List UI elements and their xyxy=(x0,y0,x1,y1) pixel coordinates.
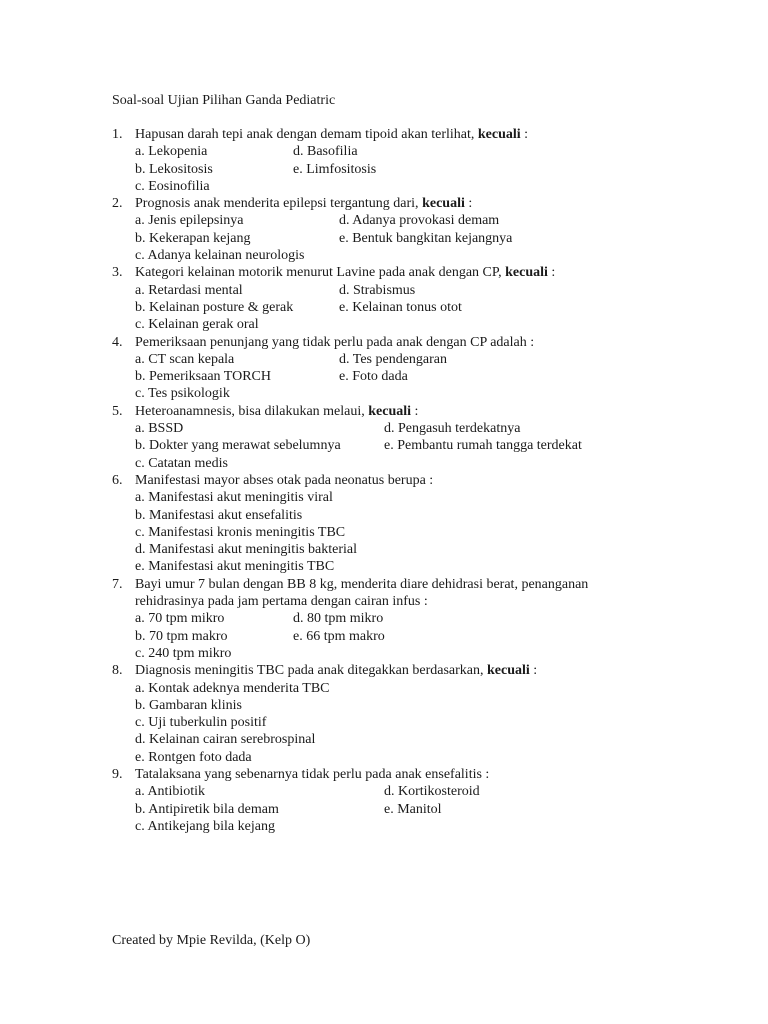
option-c: c. Eosinofilia xyxy=(135,178,210,194)
question-number: 1. xyxy=(112,127,123,142)
option-a: a. Kontak adeknya menderita TBC xyxy=(135,680,330,696)
option-row xyxy=(135,351,732,368)
question-stem: 6. Manifestasi mayor abses otak pada neonatus berupa : xyxy=(112,472,434,488)
question-number: 4. xyxy=(112,334,123,350)
option-a: a. BSSD xyxy=(135,421,184,437)
question-stem: 7. Bayi umur 7 bulan dengan BB 8 kg, menderita diare dehidrasi berat, penanganan xyxy=(112,576,589,592)
question-5 xyxy=(112,403,732,472)
question-stem-continued: rehidrasinya pada jam pertama dengan cairan infus : xyxy=(135,594,428,610)
option-e: e. Limfositosis xyxy=(293,161,377,177)
option-e: e. Bentuk bangkitan kejangnya xyxy=(339,230,513,246)
option-c: c. Catatan medis xyxy=(135,455,228,471)
question-number: 8. xyxy=(112,663,123,679)
option-b: b. Lekositosis xyxy=(135,161,213,177)
keyword-kecuali: kecuali xyxy=(477,127,521,142)
option-e: e. 66 tpm makro xyxy=(293,628,385,644)
option-a: a. Antibiotik xyxy=(135,784,205,800)
option-e: e. Rontgen foto dada xyxy=(135,749,252,765)
option-a: a. Jenis epilepsinya xyxy=(135,213,244,229)
question-number: 9. xyxy=(112,766,123,782)
option-e: e. Manitol xyxy=(384,801,442,817)
option-d: d. Pengasuh terdekatnya xyxy=(384,421,521,437)
option-b: b. Manifestasi akut ensefalitis xyxy=(135,507,303,523)
option-row xyxy=(135,282,732,299)
question-list xyxy=(112,126,732,835)
option-row xyxy=(135,161,732,178)
question-number: 5. xyxy=(112,403,123,419)
option-d: d. Strabismus xyxy=(339,282,416,298)
option-d: d. 80 tpm mikro xyxy=(293,611,384,627)
question-4 xyxy=(112,334,732,403)
option-c: c. Uji tuberkulin positif xyxy=(135,715,267,731)
question-number: 6. xyxy=(112,472,123,488)
option-e: e. Manifestasi akut meningitis TBC xyxy=(135,559,335,575)
question-stem: 3. Kategori kelainan motorik menurut Lavine pada anak dengan CP, kecuali : xyxy=(112,265,556,281)
option-row xyxy=(135,212,732,229)
option-a: a. Retardasi mental xyxy=(135,282,243,298)
option-e: e. Kelainan tonus otot xyxy=(339,299,462,315)
option-a: a. CT scan kepala xyxy=(135,351,235,367)
option-e: e. Pembantu rumah tangga terdekat xyxy=(384,438,582,454)
question-1 xyxy=(112,126,732,195)
option-b: b. Antipiretik bila demam xyxy=(135,801,279,817)
option-row xyxy=(135,801,732,818)
option-e: e. Foto dada xyxy=(339,369,408,385)
option-d: d. Adanya provokasi demam xyxy=(339,213,500,229)
option-a: a. Lekopenia xyxy=(135,144,208,160)
question-7 xyxy=(112,576,732,662)
option-row xyxy=(135,783,732,800)
keyword-kecuali: kecuali xyxy=(487,663,530,679)
option-row xyxy=(135,610,732,627)
option-b: b. Dokter yang merawat sebelumnya xyxy=(135,438,341,454)
option-d: d. Kortikosteroid xyxy=(384,784,480,800)
option-d: d. Basofilia xyxy=(293,144,358,160)
option-c: c. Kelainan gerak oral xyxy=(135,317,259,333)
question-9 xyxy=(112,766,732,835)
option-c: c. Manifestasi kronis meningitis TBC xyxy=(135,524,346,540)
option-d: d. Tes pendengaran xyxy=(339,351,448,367)
option-row xyxy=(135,368,732,385)
option-b: b. Pemeriksaan TORCH xyxy=(135,369,271,385)
option-row xyxy=(135,299,732,316)
option-d: d. Manifestasi akut meningitis bakterial xyxy=(135,542,358,558)
keyword-kecuali: kecuali xyxy=(505,265,548,281)
question-stem: 1. Hapusan darah tepi anak dengan demam tipoid akan terlihat, kecuali : xyxy=(112,127,529,142)
option-c: c. 240 tpm mikro xyxy=(135,645,232,661)
option-row xyxy=(135,628,732,645)
question-6 xyxy=(112,472,732,576)
option-b: b. Gambaran klinis xyxy=(135,697,242,713)
option-d: d. Kelainan cairan serebrospinal xyxy=(135,732,316,748)
question-number: 2. xyxy=(112,196,123,212)
question-stem: 8. Diagnosis meningitis TBC pada anak ditegakkan berdasarkan, kecuali : xyxy=(112,663,538,679)
question-stem: 5. Heteroanamnesis, bisa dilakukan melaui, kecuali : xyxy=(112,403,419,419)
option-c: c. Adanya kelainan neurologis xyxy=(135,248,305,264)
question-number: 7. xyxy=(112,576,123,592)
question-stem: 9. Tatalaksana yang sebenarnya tidak perlu pada anak ensefalitis : xyxy=(112,766,490,782)
question-number: 3. xyxy=(112,265,123,281)
option-b: b. Kekerapan kejang xyxy=(135,230,251,246)
option-row xyxy=(135,420,732,437)
question-stem: 4. Pemeriksaan penunjang yang tidak perlu pada anak dengan CP adalah : xyxy=(112,334,535,350)
keyword-kecuali: kecuali xyxy=(368,403,412,419)
question-3 xyxy=(112,264,732,333)
document-footer: Created by Mpie Revilda, (Kelp O) xyxy=(112,933,311,948)
option-row xyxy=(135,143,732,160)
option-row xyxy=(135,437,732,454)
option-c: c. Tes psikologik xyxy=(135,386,230,402)
option-row xyxy=(135,230,732,247)
question-8 xyxy=(112,662,732,766)
option-b: b. Kelainan posture & gerak xyxy=(135,299,294,315)
question-stem: 2. Prognosis anak menderita epilepsi tergantung dari, kecuali : xyxy=(112,196,473,212)
option-a: a. 70 tpm mikro xyxy=(135,611,225,627)
option-a: a. Manifestasi akut meningitis viral xyxy=(135,490,333,506)
keyword-kecuali: kecuali xyxy=(422,196,465,212)
question-2 xyxy=(112,195,732,264)
document-title: Soal-soal Ujian Pilihan Ganda Pediatric xyxy=(112,93,336,108)
option-b: b. 70 tpm makro xyxy=(135,628,228,644)
option-c: c. Antikejang bila kejang xyxy=(135,818,275,834)
